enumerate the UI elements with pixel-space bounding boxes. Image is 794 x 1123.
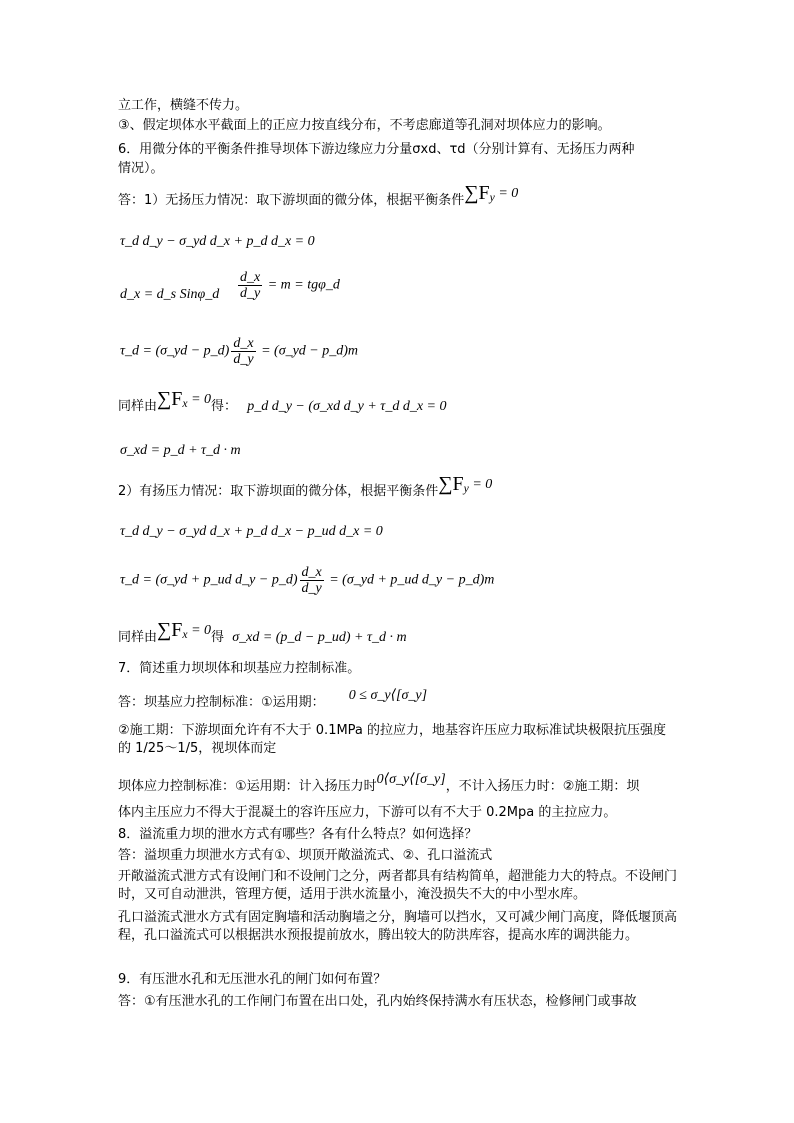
- stress-constraint: 0 ≤ σ_y⟨[σ_y]: [348, 688, 428, 703]
- equation-e2b: [236, 270, 340, 301]
- question-9: 9．有压泄水孔和无压泄水孔的闸门如何布置？: [118, 972, 387, 987]
- numerator: d_x: [301, 565, 322, 580]
- denominator: d_y: [233, 352, 254, 367]
- question-6: 6．用微分体的平衡条件推导坝体下游边缘应力分量σxd、τd（分别计算有、无扬压力两种: [118, 142, 635, 157]
- fraction: [300, 565, 324, 596]
- answer-text: 坝体应力控制标准：①运用期：计入扬压力时: [118, 779, 377, 794]
- text-line: 情况）。: [118, 161, 164, 176]
- same-reason-line: [118, 619, 407, 651]
- answer-8-line1: 答：溢坝重力坝泄水方式有①、坝顶开敞溢流式、②、孔口溢流式: [118, 848, 493, 863]
- rhs: = (σ_yd − p_d)m: [257, 343, 359, 359]
- question-8: 8．溢流重力坝的泄水方式有哪些？各有什么特点？如何选择？: [118, 827, 478, 842]
- answer-text: 2）有扬压力情况：取下游坝面的微分体，根据平衡条件: [118, 484, 439, 499]
- equation-e6: τ_d d_y − σ_yd d_x + p_d d_x − p_ud d_x = 0: [120, 524, 383, 539]
- equation-e3: [120, 336, 358, 367]
- sum-symbol: ∑F: [157, 619, 183, 641]
- equation-e4: p_d d_y − (σ_xd d_y + τ_d d_x = 0: [247, 399, 447, 414]
- equation-e5: σ_xd = p_d + τ_d · m: [120, 443, 241, 458]
- sum-fx-equation: [157, 619, 212, 641]
- answer-7-line1: [118, 688, 428, 712]
- rhs: = 0: [494, 186, 519, 201]
- lhs: τ_d = (σ_yd − p_d): [120, 343, 230, 359]
- stress-constraint: 0⟨σ_y⟨[σ_y]: [376, 772, 446, 787]
- sum-symbol: ∑F: [438, 473, 464, 495]
- sub: y: [489, 190, 495, 204]
- lhs: τ_d = (σ_yd + p_ud d_y − p_d): [120, 572, 298, 588]
- question-7: 7．简述重力坝坝体和坝基应力控制标准。: [118, 661, 361, 676]
- sum-symbol: ∑F: [464, 182, 490, 204]
- answer-text: 答：1）无扬压力情况：取下游坝面的微分体，根据平衡条件: [118, 193, 465, 208]
- label: 同样由: [118, 399, 158, 414]
- answer-7-dam-body: [118, 772, 640, 796]
- label: 得: [211, 630, 225, 645]
- numerator: d_x: [233, 336, 254, 351]
- answer-7-construction: ②施工期：下游坝面允许有不大于 0.1MPa 的拉应力，地基容许压应力取标准试块极限抗压强度的 1/25～1/5，视坝体而定: [118, 723, 667, 756]
- denominator: d_y: [240, 286, 261, 301]
- denominator: d_y: [301, 581, 322, 596]
- equation-e8: σ_xd = (p_d − p_ud) + τ_d · m: [232, 630, 407, 645]
- text-line: 立工作，横缝不传力。: [118, 98, 249, 113]
- rhs: = 0: [468, 477, 493, 492]
- same-reason-line: [118, 388, 447, 420]
- rhs: = 0: [187, 623, 212, 638]
- answer-8-open: 开敞溢流式泄方式有设闸门和不设闸门之分，两者都具有结构简单，超泄能力大的特点。不设闸门时，又可自动泄洪，管理方便，适用于洪水流量小，淹没损失不大的中小型水库。: [118, 869, 678, 902]
- answer-9-line1: 答：①有压泄水孔的工作闸门布置在出口处，孔内始终保持满水有压状态，检修闸门或事故: [118, 994, 637, 1009]
- answer-6-part1: [118, 182, 519, 214]
- label: 得：: [211, 399, 238, 414]
- numerator: d_x: [240, 270, 261, 285]
- label: 同样由: [118, 630, 158, 645]
- sub: x: [182, 396, 188, 410]
- fraction: [238, 270, 262, 301]
- equation-e7: [120, 565, 494, 596]
- rhs: = m = tgφ_d: [264, 277, 340, 293]
- sum-fy-equation: [464, 182, 519, 204]
- answer-text: 答：坝基应力控制标准：①运用期：: [118, 695, 325, 710]
- rhs: = (σ_yd + p_ud d_y − p_d)m: [325, 572, 495, 588]
- sum-fx-equation: [157, 388, 212, 410]
- equation-e2a: d_x = d_s Sinφ_d: [120, 287, 220, 302]
- rhs: = 0: [187, 392, 212, 407]
- sub: x: [182, 627, 188, 641]
- text-line: 体内主压应力不得大于混凝土的容许压应力，下游可以有不大于 0.2Mpa 的主拉应力。: [118, 805, 617, 820]
- equation-e2: [120, 286, 219, 304]
- sum-fy-equation: [438, 473, 493, 495]
- answer-text: ，不计入扬压力时：②施工期：坝: [445, 779, 640, 794]
- fraction: [231, 336, 255, 367]
- answer-8-orifice: 孔口溢流式泄水方式有固定胸墙和活动胸墙之分，胸墙可以挡水，又可减少闸门高度，降低堰顶高程，孔口溢流式可以根据洪水预报提前放水，腾出较大的防洪库容，提高水库的调洪能力。: [118, 910, 678, 943]
- sum-symbol: ∑F: [157, 388, 183, 410]
- text-line: ③、假定坝体水平截面上的正应力按直线分布，不考虑廊道等孔洞对坝体应力的影响。: [118, 118, 611, 133]
- sub: y: [463, 481, 469, 495]
- equation-e1: τ_d d_y − σ_yd d_x + p_d d_x = 0: [120, 234, 315, 249]
- answer-6-part2: [118, 473, 493, 505]
